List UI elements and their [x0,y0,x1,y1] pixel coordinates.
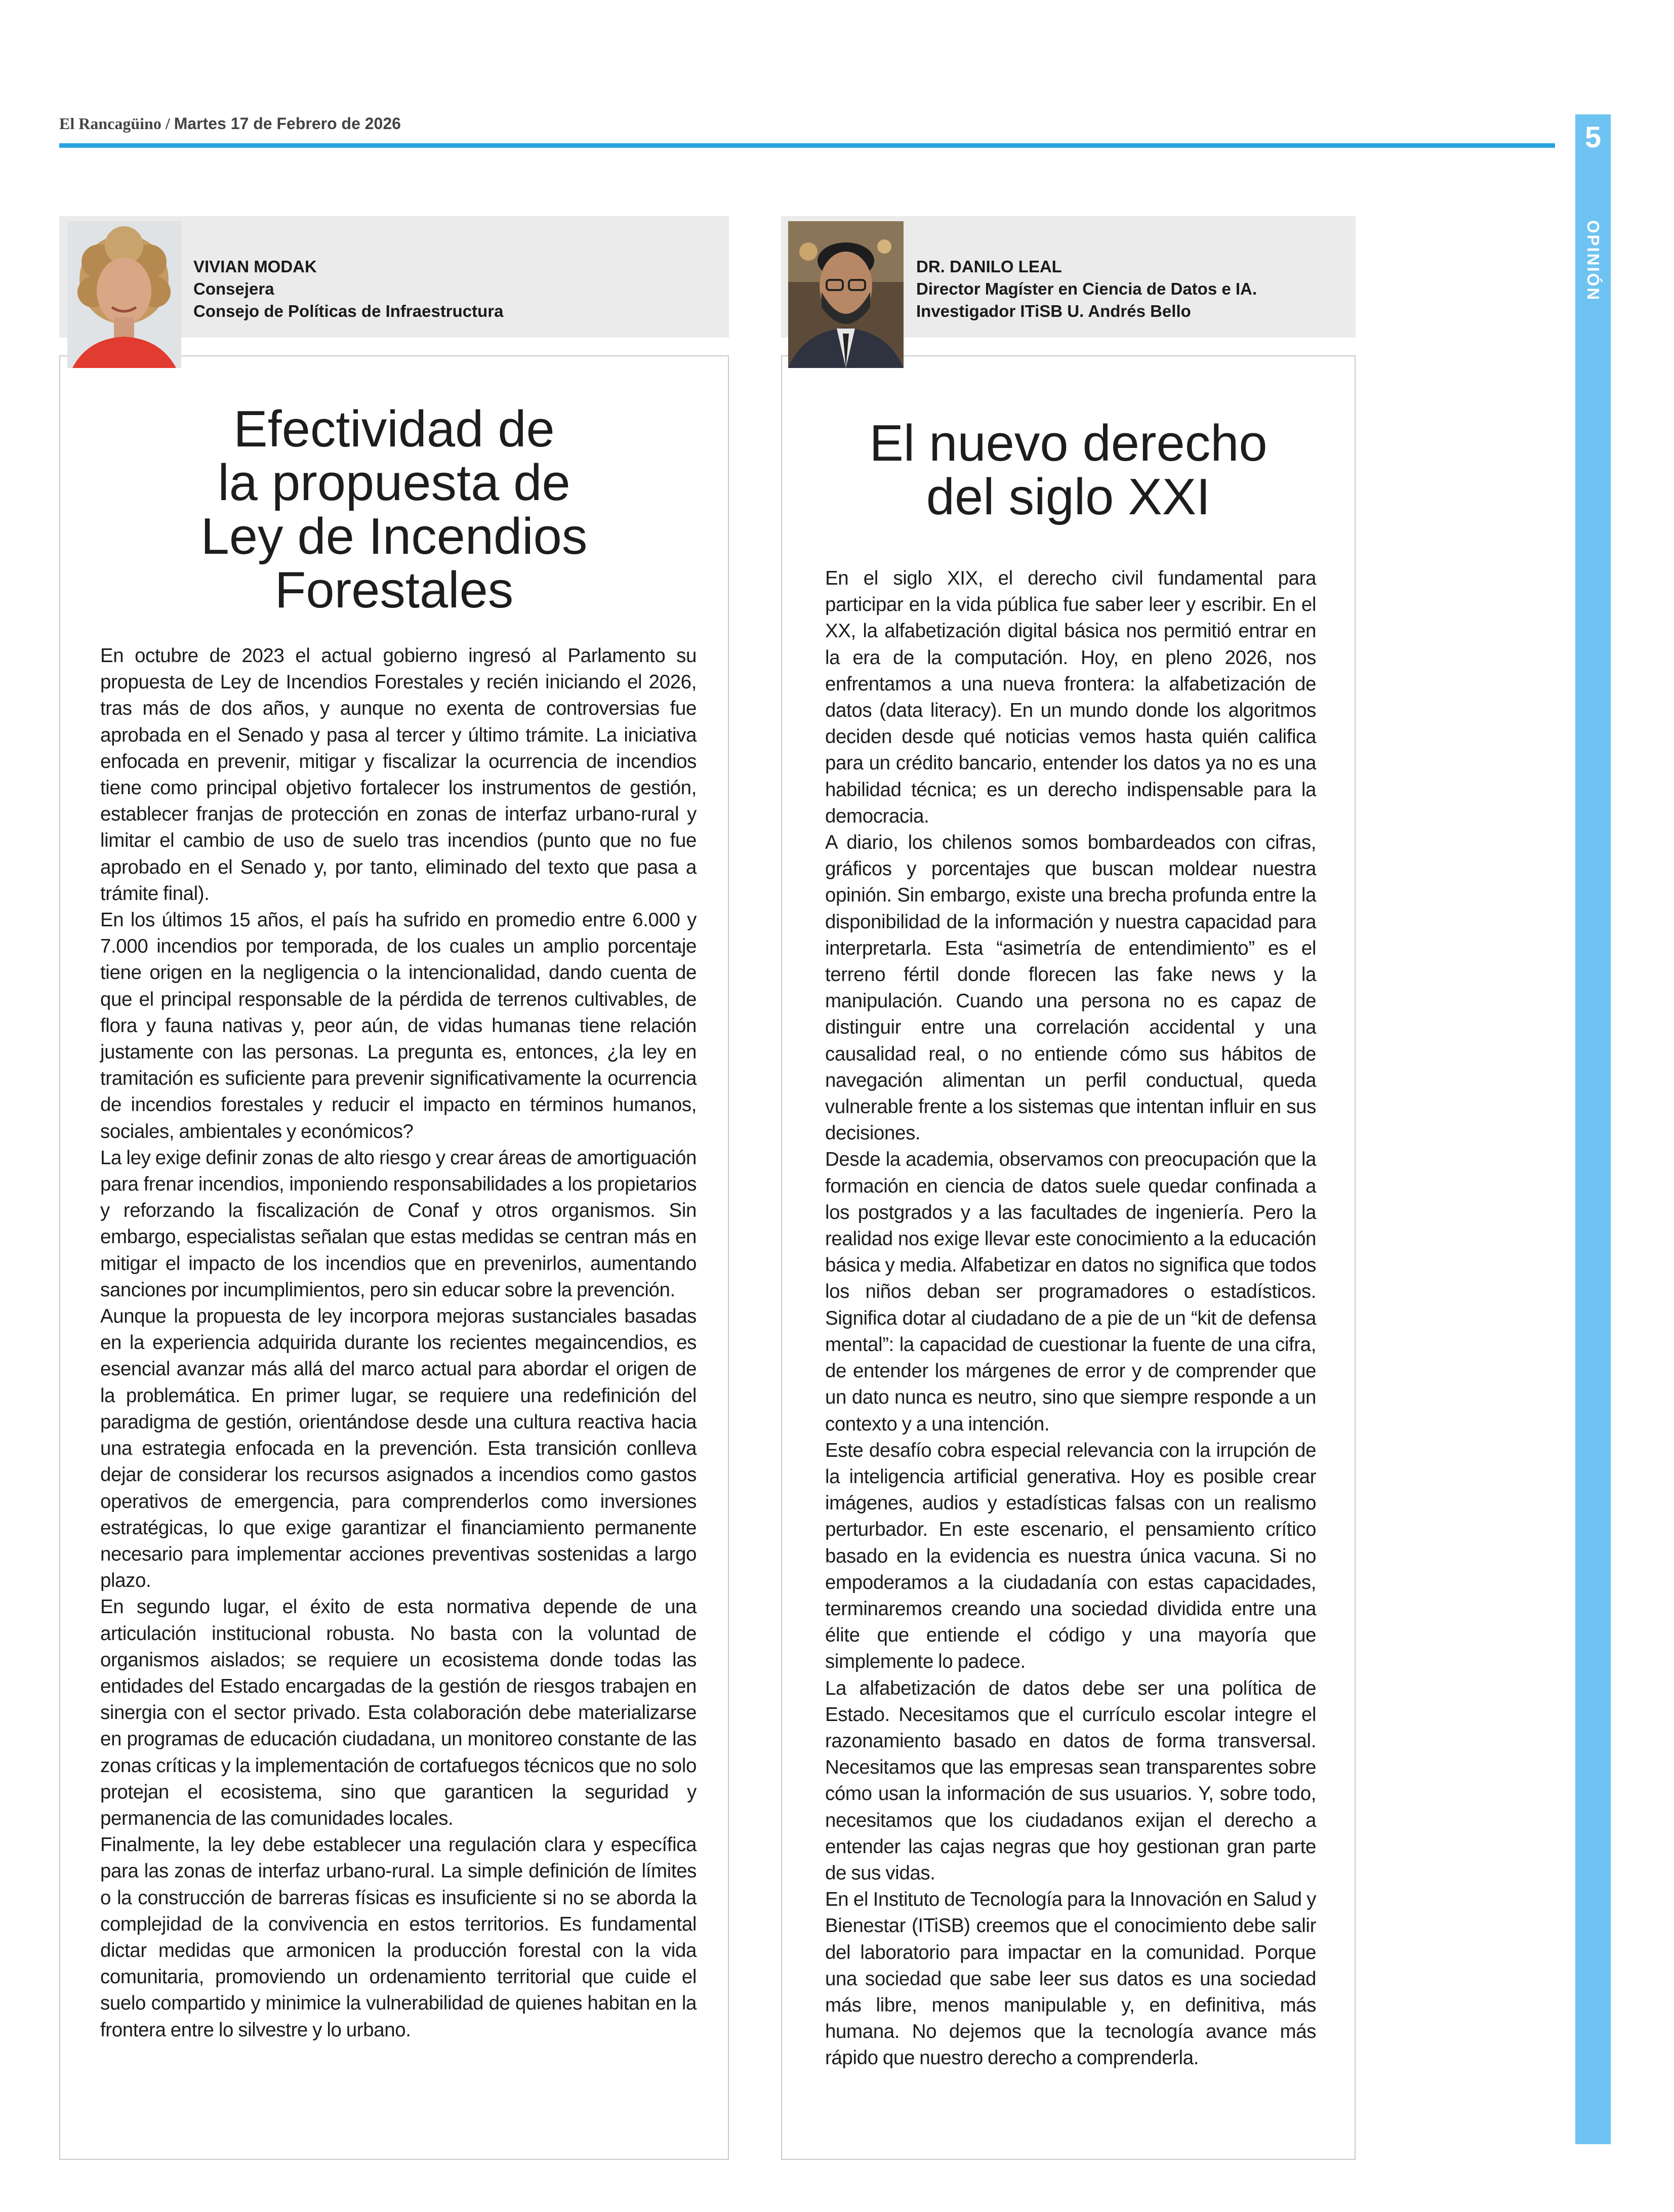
body-paragraph: En el siglo XIX, el derecho civil fundamental para participar en la vida pública fue saber leer y escribir. En el XX, la alfabetización digital básica nos permitió entrar en la era de la computación. Hoy, en pleno 2026, nos enfrentamos a una nueva frontera: la alfabetización de datos (data literacy). En un mundo donde los algoritmos deciden desde qué noticias vemos hasta quién califica para un crédito bancario, entender los datos ya no es una habilidad técnica; es un derecho indispensable para la democracia. [825,567,1316,827]
page-number: 5 [1584,121,1602,154]
title-line: Ley de Incendios [200,508,588,565]
author-name-left: VIVIAN MODAK [193,257,317,276]
title-line: la propuesta de [218,455,570,511]
header-rule [59,143,1555,148]
author-name-right: DR. DANILO LEAL [916,257,1062,276]
title-line: del siglo XXI [926,469,1211,525]
author-photo-left [67,221,181,368]
section-strip [1575,114,1611,2144]
page-header [59,114,401,133]
body-paragraph: La alfabetización de datos debe ser una política de Estado. Necesitamos que el currículo escolar integre el razonamiento basado en datos de forma transversal. Necesitamos que las empresas sean transparentes sobre cómo usan la información de sus usuarios. Y, sobre todo, necesitamos que los ciudadanos exijan el derecho a entender las cajas negras que hoy gestionan gran parte de sus vidas. [825,1677,1316,1884]
body-paragraph: En el Instituto de Tecnología para la Innovación en Salud y Bienestar (ITiSB) creemos que el conocimiento debe salir del laboratorio para impactar en la comunidad. Porque una sociedad que sabe leer sus datos es una sociedad más libre, menos manipulable y, en definitiva, más humana. No dejemos que la tecnología avance más rápido que nuestro derecho a comprenderla. [825,1889,1316,2069]
body-paragraph: Aunque la propuesta de ley incorpora mejoras sustanciales basadas en la experiencia adquirida durante los recientes megaincendios, es esencial avanzar más allá del marco actual para abordar el origen de la problemática. En primer lugar, se requiere una redefinición del paradigma de gestión, orientándose desde una cultura reactiva hacia una estrategia enfocada en la prevención. Esta transición conlleva dejar de considerar los recursos asignados a incendios como gastos operativos de emergencia, para comprenderlos como inversiones estratégicas, lo que exige garantizar el financiamiento permanente necesario para implementar acciones preventivas sostenidas a largo plazo. [100,1305,697,1592]
section-label-text: OPINIÓN [1584,220,1603,302]
article-title-left [59,402,729,617]
body-paragraph: En segundo lugar, el éxito de esta normativa depende de una articulación institucional robusta. No basta con la voluntad de organismos aislados; se requiere un ecosistema donde todas las entidades del Estado encargadas de la gestión de riesgos trabajen en sinergia con el sector privado. Esta colaboración debe materializarse en programas de educación ciudadana, un monitoreo constante de las zonas críticas y la implementación de cortafuegos técnicos que no solo protejan el ecosistema, sino que garanticen la seguridad y permanencia de las comunidades locales. [100,1596,697,1829]
author-info-right [916,256,1257,322]
body-paragraph: En los últimos 15 años, el país ha sufrido en promedio entre 6.000 y 7.000 incendios por temporada, de los cuales un amplio porcentaje tiene origen en la negligencia o la intencionalidad, dando cuenta de que el principal responsable de la pérdida de terrenos cultivables, de flora y fauna nativas y, peor aún, de vidas humanas tiene relación justamente con las personas. La pregunta es, entonces, ¿la ley en tramitación es suficiente para prevenir significativamente la ocurrencia de incendios forestales y reducir el impacto en términos humanos, sociales, ambientales y económicos? [100,909,697,1142]
body-paragraph: Desde la academia, observamos con preocupación que la formación en ciencia de datos suele quedar confinada a los postgrados y a las facultades de ingeniería. Pero la realidad nos exige llevar este conocimiento a la educación básica y media. Alfabetizar en datos no significa que todos los niños deban ser programadores o estadísticos. Significa dotar al ciudadano de a pie de un “kit de defensa mental”: la capacidad de cuestionar la fuente de una cifra, de entender los márgenes de error y de comprender que un dato nunca es neutro, sino que siempre responde a un contexto y a una intención. [825,1149,1316,1435]
publication-date: Martes 17 de Febrero de 2026 [174,114,401,133]
title-line: El nuevo derecho [869,415,1268,472]
section-label [1575,210,1611,311]
publication-name: El Rancagüino / [59,114,170,133]
article-title-right [781,417,1356,524]
author-photo-right [788,221,904,368]
body-paragraph: Finalmente, la ley debe establecer una regulación clara y específica para las zonas de interfaz urbano-rural. La simple definición de límites o la construcción de barreras físicas es insuficiente si no se aborda la complejidad de la convivencia en estos territorios. Es fundamental dictar medidas que armonicen la producción forestal con la vida comunitaria, promoviendo un ordenamiento territorial que cuide el suelo compartido y minimice la vulnerabilidad de quienes habitan en la frontera entre lo silvestre y lo urbano. [100,1834,697,2041]
title-line: Forestales [274,562,514,619]
body-paragraph: A diario, los chilenos somos bombardeados con cifras, gráficos y porcentajes que buscan moldear nuestra opinión. Sin embargo, existe una brecha profunda entre la disponibilidad de la información y nuestra capacidad para interpretarla. Esta “asimetría de entendimiento” es el terreno fértil donde florecen las fake news y la manipulación. Cuando una persona no es capaz de distinguir entre una correlación accidental y una causalidad real, o no entiende cómo sus hábitos de navegación alimentan un perfil conductual, queda vulnerable frente a los sistemas que intentan influir en sus decisiones. [825,832,1316,1144]
body-paragraph: Este desafío cobra especial relevancia con la irrupción de la inteligencia artificial generativa. Hoy es posible crear imágenes, audios y estadísticas falsas con un realismo perturbador. En este escenario, el pensamiento crítico basado en la evidencia es nuestra única vacuna. Si no empoderamos a la ciudadanía con estas capacidades, terminaremos creando una sociedad dividida entre una élite que entiende el código y una mayoría que simplemente lo padece. [825,1439,1316,1673]
author-org-left: Consejo de Políticas de Infraestructura [193,302,504,320]
author-info-left [193,256,504,322]
article-body-left [100,643,697,2043]
author-org-right: Investigador ITiSB U. Andrés Bello [916,302,1191,320]
body-paragraph: En octubre de 2023 el actual gobierno ingresó al Parlamento su propuesta de Ley de Incendios Forestales y recién iniciando el 2026, tras más de dos años, y aunque no exenta de controversias fue aprobada en el Senado y pasa al tercer y último trámite. La iniciativa enfocada en prevenir, mitigar y fiscalizar la ocurrencia de incendios tiene como principal objetivo fortalecer los instrumentos de gestión, establecer franjas de protección en zonas de interfaz urbano-rural y limitar el cambio de uso de suelo tras incendios (punto que no fue aprobado en el Senado y, por tanto, eliminado del texto que pasa a trámite final). [100,645,697,905]
author-role-right: Director Magíster en Ciencia de Datos e IA. [916,279,1257,298]
author-role-left: Consejera [193,279,274,298]
body-paragraph: La ley exige definir zonas de alto riesgo y crear áreas de amortiguación para frenar incendios, imponiendo responsabilidades a los propietarios y reforzando la fiscalización de Conaf y otros organismos. Sin embargo, especialistas señalan que estas medidas se centran más en mitigar el impacto de los incendios que en prevenirlos, aumentando sanciones por incumplimientos, pero sin educar sobre la prevención. [100,1146,697,1301]
title-line: Efectividad de [233,401,555,458]
article-body-right [825,565,1316,2072]
